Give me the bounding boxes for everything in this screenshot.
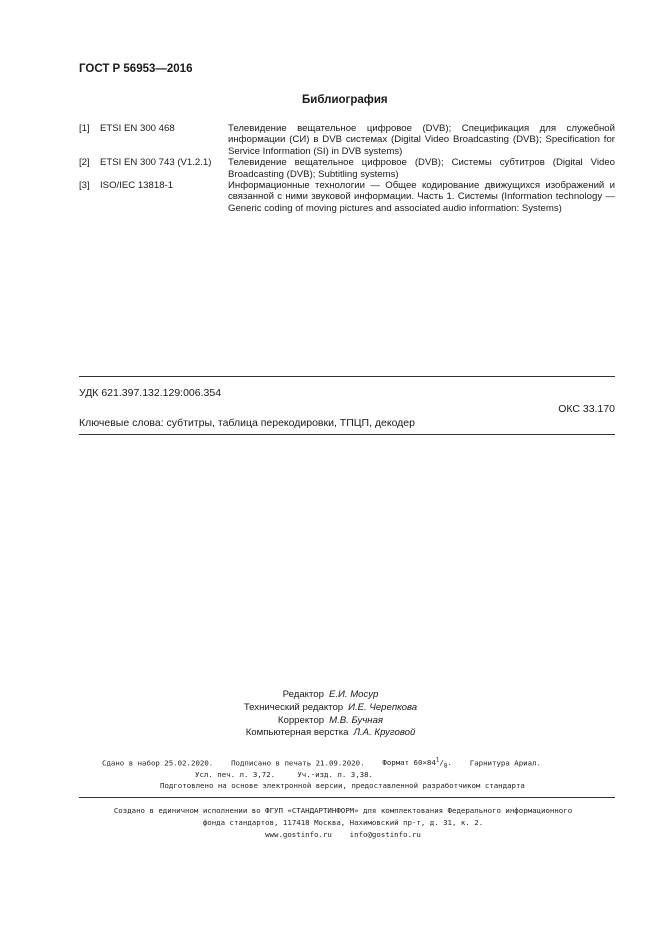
- divider-top: [79, 376, 615, 377]
- signed-date: Подписано в печать 21.09.2020.: [231, 758, 365, 768]
- publisher-sheets: Уч.-изд. л. 3,38.: [297, 770, 373, 779]
- bibliography-list: [79, 123, 615, 214]
- credit-proofreader: [0, 715, 661, 728]
- divider-footer: [79, 797, 615, 798]
- credit-name: М.В. Бучная: [329, 714, 384, 726]
- credit-name: Е.И. Мосур: [328, 689, 379, 700]
- bibliography-title: Библиография: [302, 94, 388, 106]
- credit-role: Редактор: [282, 689, 324, 700]
- credit-role: Компьютерная верстка: [245, 727, 349, 739]
- footer-contacts: [93, 830, 593, 839]
- credit-role: Корректор: [277, 714, 325, 726]
- reference-code: ETSI EN 300 743 (V1.2.1): [100, 157, 212, 169]
- credit-name: Л.А. Круговой: [353, 727, 416, 739]
- publishing-line-2: [195, 770, 495, 779]
- credit-tech-editor: [0, 702, 661, 715]
- footer-line-1: Создано в единичном исполнении во ФГУП «СТАНДАРТИНФОРМ» для комплектования Федерального информационного: [113, 806, 573, 815]
- typeset-date: Сдано в набор 25.02.2020.: [102, 758, 214, 768]
- credits-block: [0, 689, 661, 740]
- credit-role: Технический редактор: [243, 701, 344, 713]
- bibliography-item: [79, 123, 615, 157]
- print-sheets: Усл. печ. л. 3,72.: [195, 770, 276, 779]
- oks-code: ОКС 33.170: [558, 403, 615, 415]
- reference-description: Телевидение вещательное цифровое (DVB); Системы субтитров (Digital Video Broadcasting (DVB); Subtitling systems): [228, 157, 615, 180]
- divider-bottom: [79, 434, 615, 435]
- standard-code: ГОСТ Р 56953—2016: [79, 63, 193, 75]
- bibliography-item: [79, 157, 615, 180]
- credit-editor: [0, 689, 661, 702]
- reference-description: Телевидение вещательное цифровое (DVB); Спецификация для служебной информации (СИ) в DVB системах (Digital Video Broadcasting (DVB); Specification for Service Information (SI) in DVB systems): [228, 123, 615, 157]
- footer-line-2: фонда стандартов, 117418 Москва, Нахимовский пр-т, д. 31, к. 2.: [202, 818, 484, 827]
- reference-number: [1]: [79, 123, 90, 134]
- udk-code: УДК 621.397.132.129:006.354: [79, 387, 222, 399]
- credit-layout: [0, 727, 661, 740]
- reference-code: ISO/IEC 13818-1: [100, 180, 174, 192]
- publishing-line-1: [102, 757, 602, 770]
- reference-description: Информационные технологии — Общее кодирование движущихся изображений и связанной с ними звуковой информации. Часть 1. Системы (Information technology — Generic coding of moving pictures and associated audio information: Systems): [228, 180, 615, 214]
- credit-name: И.Е. Черепкова: [348, 701, 418, 713]
- email-link[interactable]: info@gostinfo.ru: [349, 830, 421, 839]
- reference-code: ETSI EN 300 468: [100, 123, 175, 134]
- prepared-note: Подготовлено на основе электронной версии, предоставленной разработчиком стандарта: [160, 781, 525, 790]
- paper-format: Формат $60\times 84^1/_8$.: [382, 757, 452, 770]
- keywords: Ключевые слова: субтитры, таблица перекодировки, ТПЦП, декодер: [79, 417, 415, 429]
- website-link[interactable]: www.gostinfo.ru: [265, 830, 332, 839]
- bibliography-item: [79, 180, 615, 214]
- reference-number: [3]: [79, 180, 90, 192]
- font-info: Гарнитура Ариал.: [469, 758, 541, 768]
- reference-number: [2]: [79, 157, 90, 169]
